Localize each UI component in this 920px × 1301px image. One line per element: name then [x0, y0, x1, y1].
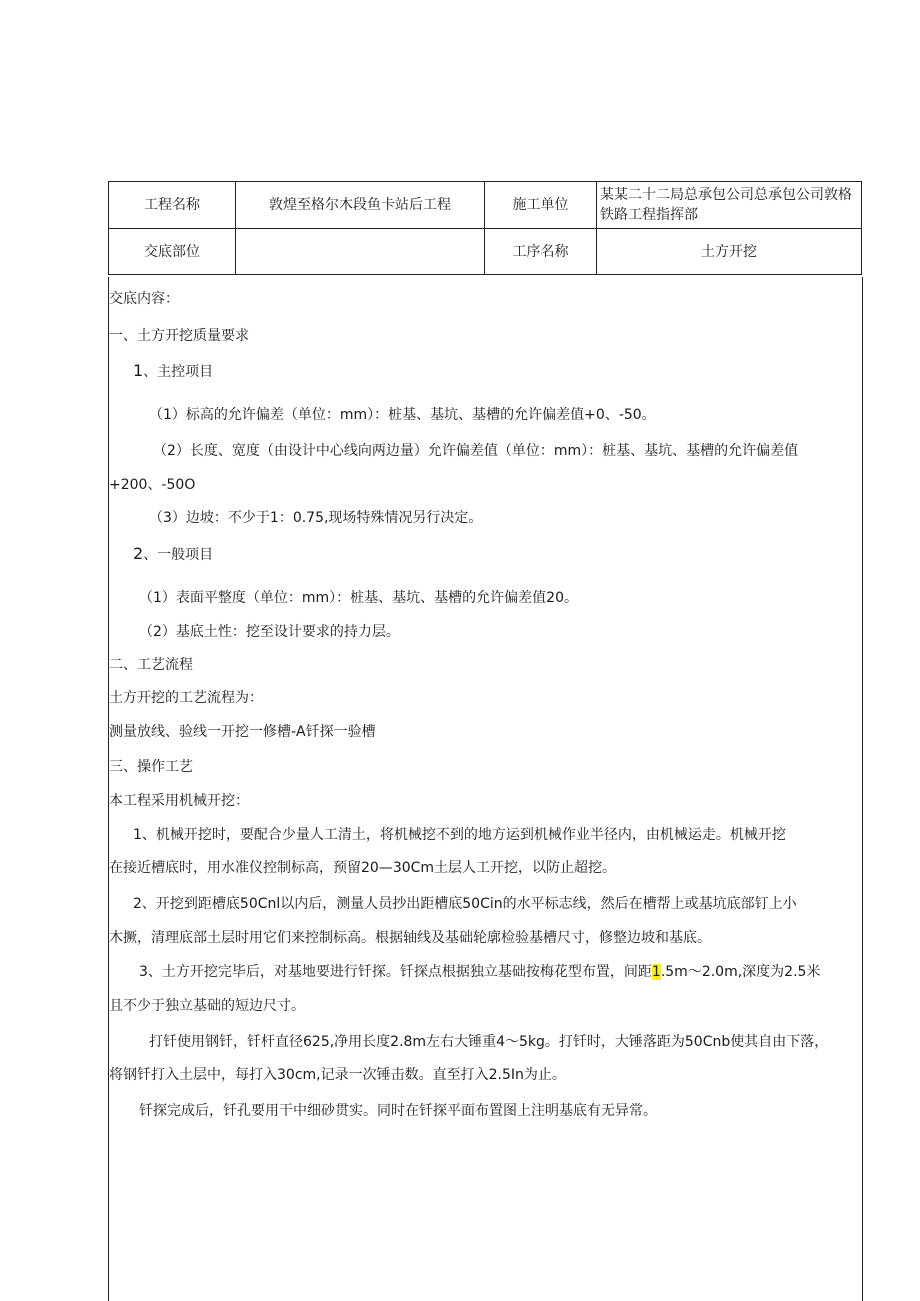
section-1-1-text: 、主控项目	[143, 364, 214, 380]
section-1-1-title	[133, 361, 213, 382]
project-name-value: 敦煌至格尔木段鱼卡站后工程	[236, 182, 485, 229]
process-name-label: 工序名称	[485, 229, 597, 275]
paragraph-3-line-1	[139, 962, 820, 982]
section-1-1-number: 1	[133, 361, 144, 380]
handover-part-value	[236, 229, 485, 275]
paragraph-1-line-1: 1、机械开挖时，要配合少量人工清土，将机械挖不到的地方运到机械作业半径内，由机械运走。机械开挖	[133, 827, 786, 843]
section-3-title: 三、操作工艺	[109, 759, 193, 775]
paragraph-3-text-b: .5m〜2.0m,深度为2.5米	[660, 964, 821, 980]
paragraph-2-line-1: 2、开挖到距槽底50Cnl以内后，测量人员抄出距槽底50Cin的水平标志线，然后在槽帮上或基坑底部钉上小	[133, 896, 797, 912]
construction-unit-value: 某某二十二局总承包公司总承包公司敦格铁路工程指挥部	[597, 182, 862, 229]
section-2-intro: 土方开挖的工艺流程为：	[109, 690, 263, 706]
item-surface-flatness: （1）表面平整度（单位：mm）：桩基、基坑、基槽的允许偏差值20。	[139, 590, 578, 606]
paragraph-5: 钎探完成后，钎孔要用干中细砂贯实。同时在钎探平面布置图上注明基底有无异常。	[139, 1103, 657, 1119]
paragraph-1-line-2: 在接近槽底时，用水准仪控制标高，预留20—30Cm土层人工开挖，以防止超挖。	[109, 860, 617, 876]
section-3-intro: 本工程采用机械开挖：	[109, 793, 249, 809]
paragraph-4-line-2: 将钢钎打入土层中，每打入30cm,记录一次锤击数。直至打入2.5In为止。	[109, 1067, 566, 1083]
handover-header-table	[108, 181, 861, 275]
item-base-soil: （2）基底土性：挖至设计要求的持力层。	[139, 624, 400, 640]
process-flow: 测量放线、验线一开挖一修槽-A钎探一验槽	[109, 724, 376, 740]
section-1-title: 一、土方开挖质量要求	[109, 328, 249, 344]
item-length-width-tolerance-cont: +200、-50O	[109, 477, 196, 493]
project-name-label: 工程名称	[109, 182, 236, 229]
handover-content	[108, 277, 863, 1301]
paragraph-3-text-a: 3、土方开挖完毕后，对基地要进行钎探。钎探点根据独立基础按梅花型布置，间距	[139, 964, 652, 980]
paragraph-2-line-2: 木撅，清理底部土层时用它们来控制标高。根据轴线及基础轮廓检验基槽尺寸，修整边坡和基底。	[109, 930, 711, 946]
handover-part-label: 交底部位	[109, 229, 236, 275]
section-1-2-number: 2	[133, 544, 144, 563]
content-intro: 交底内容：	[109, 291, 179, 307]
item-elevation-tolerance: （1）标高的允许偏差（单位：mm）：桩基、基坑、基槽的允许偏差值+0、-50。	[149, 407, 656, 423]
section-1-2-text: 、一般项目	[143, 547, 214, 563]
construction-unit-label: 施工单位	[485, 182, 597, 229]
item-length-width-tolerance: （2）长度、宽度（由设计中心线向两边量）允许偏差值（单位：mm）：桩基、基坑、基槽的允许偏差值	[153, 443, 799, 459]
section-1-2-title	[133, 544, 213, 565]
highlighted-text: 1	[651, 964, 661, 980]
paragraph-4-line-1: 打钎使用钢钎，钎杆直径625,净用长度2.8m左右大锤重4〜5kg。打钎时，大锤落距为50Cnb使其自由下落，	[149, 1034, 829, 1050]
process-name-value: 土方开挖	[597, 229, 862, 275]
item-slope: （3）边坡：不少于1：0.75,现场特殊情况另行决定。	[149, 510, 483, 526]
section-2-title: 二、工艺流程	[109, 657, 193, 673]
paragraph-3-line-2: 且不少于独立基础的短边尺寸。	[109, 998, 305, 1014]
